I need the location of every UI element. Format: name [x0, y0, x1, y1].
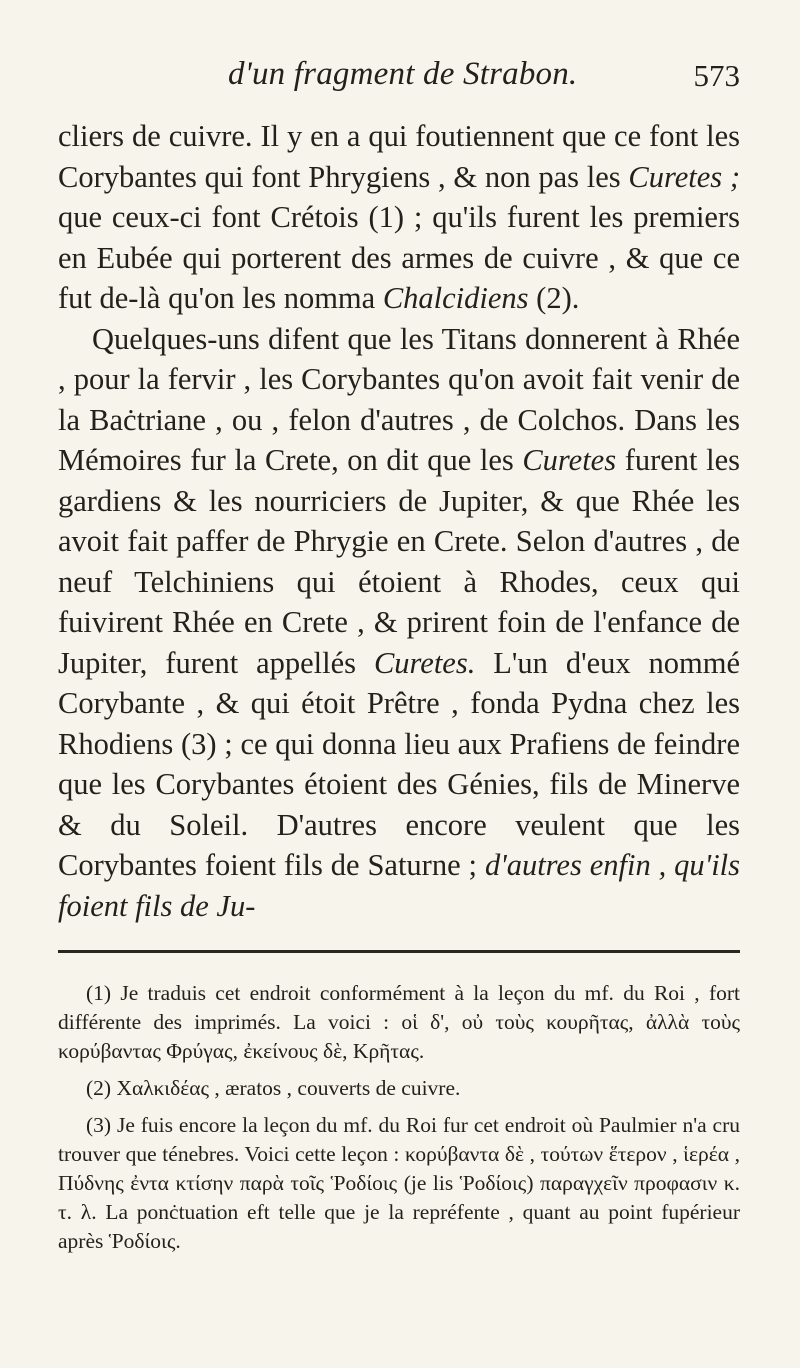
page-header: [58, 52, 740, 104]
page-number: 573: [693, 58, 740, 93]
footnote-2: (2) Χαλκιδέας , æratos , couverts de cuivre.: [86, 1076, 461, 1100]
paragraph-2-text-a: Quelques-uns difent que les Titans donnerent à Rhée , pour la fervir , les Corybantes qu'on avoit fait venir de la Baċtriane , ou , felon d'autres , de Colchos. Dans les Mémoires fur la Crete, on dit que les: [58, 321, 740, 477]
paragraph-1-text-c: (2).: [536, 281, 580, 315]
running-title: d'un fragment de Strabon.: [228, 56, 578, 92]
italic-curetes: Curetes ;: [628, 159, 741, 194]
paragraph-1: [58, 116, 740, 319]
paragraph-1-text-b: que ceux-ci font Crétois (1) ; qu'ils furent les premiers en Eubée qui porterent des armes de cuivre , & que ce fut de-là qu'on les nomma: [58, 200, 740, 315]
paragraph-2: [58, 319, 740, 927]
italic-curetes-3: Curetes.: [373, 645, 476, 680]
footnote-3: (3) Je fuis encore la leçon du mf. du Roi fur cet endroit où Paulmier n'a cru trouver que ténebres. Voici cette leçon : κορύβαντα δὲ , τούτων ἕτερον , ἱερέα , Πύδνης ἐντα κτίσην παρὰ τοῖς Ῥοδίοις (je lis Ῥοδίοις) παραγχεῖν προφασιν κ. τ. λ. La ponċtuation eft telle que je la repréfente , quant au point fupérieur après Ῥοδίοις.: [58, 1113, 740, 1253]
paragraph-2-text-c: L'un d'eux nommé Corybante , & qui étoit Prêtre , fonda Pydna chez les Rhodiens (3) ; ce qui donna lieu aux Prafiens de feindre que les Corybantes étoient des Génies, fils de Minerve & du Soleil. D'autres encore veulent que les Corybantes foient fils de Saturne ;: [58, 645, 741, 882]
italic-closing-phrase: d'autres enfin , qu'ils foient fils de Ju-: [58, 848, 741, 923]
paragraph-2-text-b: furent les gardiens & les nourriciers de Jupiter, & que Rhée les avoit fait paffer de Phrygie en Crete. Selon d'autres , de neuf Telchiniens qui étoient à Rhodes, ceux qui fuivirent Rhée en Crete , & prirent foin de l'enfance de Jupiter, furent appellés: [58, 443, 741, 680]
italic-curetes-2: Curetes: [522, 443, 617, 477]
main-text: [58, 116, 740, 926]
italic-chalcidiens: Chalcidiens: [382, 281, 529, 315]
footnote-1: (1) Je traduis cet endroit conformément à la leçon du mf. du Roi , fort différente des imprimés. La voici : οἱ δ', οὐ τοὺς κουρῆτας, ἀλλὰ τοὺς κορύβαντας Φρύγας, ἐκείνους δὲ, Κρῆτας.: [58, 981, 740, 1063]
footnote-divider: [58, 950, 740, 953]
footnotes: [58, 979, 740, 1256]
paragraph-1-text-a: cliers de cuivre. Il y en a qui foutiennent que ce font les Corybantes qui font Phrygiens , & non pas les: [58, 119, 740, 194]
